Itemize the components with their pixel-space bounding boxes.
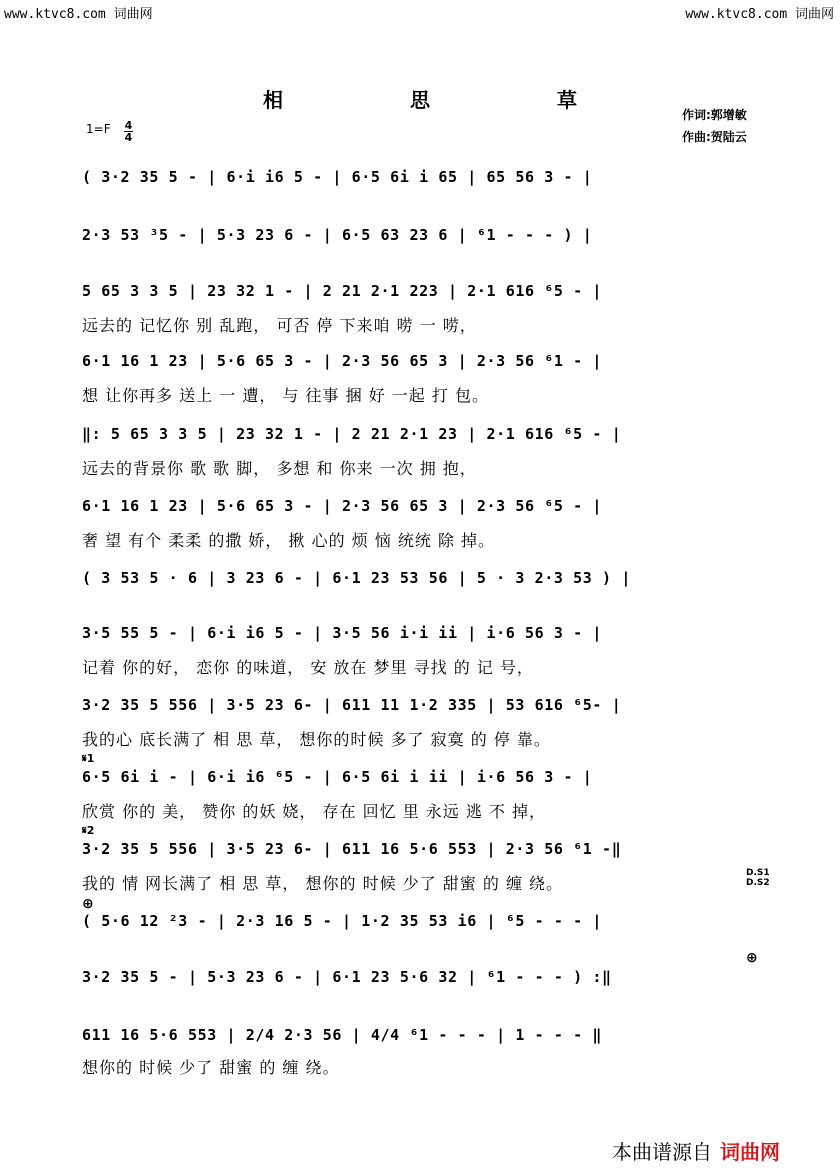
music-line-1: ( 3·2 35 5 - | 6·i i6 5 - | 6·5 6i i 65 | 65 56 3 - | [82,168,593,186]
music-line-2: 2·3 53 ³5 - | 5·3 23 6 - | 6·5 63 23 6 | ⁶1 - - - ) | [82,226,593,244]
key-signature: 1=F [86,122,111,136]
music-line-13: 3·2 35 5 - | 5·3 23 6 - | 6·1 23 5·6 32 | ⁶1 - - - ) :‖ [82,968,612,986]
lyric-line-14: 想你的 时候 少了 甜蜜 的 缠 绕。 [82,1058,340,1077]
music-line-4: 6·1 16 1 23 | 5·6 65 3 - | 2·3 56 65 3 | 2·3 56 ⁶1 - | [82,352,603,370]
music-line-14: 611 16 5·6 553 | 2/4 2·3 56 | 4/4 ⁶1 - - - | 1 - - - ‖ [82,1026,603,1044]
time-signature: 4 4 [124,119,133,144]
composer-credit: 作曲:贺陆云 [682,130,747,144]
music-line-8: 3·5 55 5 - | 6·i i6 5 - | 3·5 56 i·i ii | i·6 56 3 - | [82,624,603,642]
lyric-line-6: 奢 望 有个 柔柔 的撒 娇， 揪 心的 烦 恼 统统 除 掉。 [82,531,496,550]
music-line-6: 6·1 16 1 23 | 5·6 65 3 - | 2·3 56 65 3 | 2·3 56 ⁶5 - | [82,497,603,515]
music-line-3: 5 65 3 3 5 | 23 32 1 - | 2 21 2·1 223 | 2·1 616 ⁶5 - | [82,282,603,300]
song-title: 相 思 草 [263,88,637,112]
ds-marker: D.S1 D.S2 [746,868,770,888]
music-line-7: ( 3 53 5 · 6 | 3 23 6 - | 6·1 23 53 56 | 5 · 3 2·3 53 ) | [82,569,631,587]
footer-text: 本曲谱源自 [612,1140,712,1164]
segno-2-marker: 𝄋2 [82,824,95,837]
music-line-12: ( 5·6 12 ²3 - | 2·3 16 5 - | 1·2 35 53 i6 | ⁶5 - - - | [82,912,603,930]
lyric-line-3: 远去的 记忆你 别 乱跑， 可否 停 下来咱 唠 一 唠， [82,316,477,335]
coda-marker-end: ⊕ [746,950,758,966]
source-footer [612,1136,780,1165]
segno-1-marker: 𝄋1 [82,752,95,765]
lyric-line-5: 远去的背景你 歌 歌 脚， 多想 和 你来 一次 拥 抱， [82,459,477,478]
music-line-5: ‖: 5 65 3 3 5 | 23 32 1 - | 2 21 2·1 23 | 2·1 616 ⁶5 - | [82,425,622,443]
footer-brand-link[interactable]: 词曲网 [720,1140,780,1164]
lyricist-credit: 作词:郭增敏 [682,108,747,122]
coda-marker: ⊕ [82,896,94,912]
music-line-9: 3·2 35 5 556 | 3·5 23 6- | 611 11 1·2 335 | 53 616 ⁶5- | [82,696,622,714]
lyric-line-11: 我的 情 网长满了 相 思 草， 想你的 时候 少了 甜蜜 的 缠 绕。 [82,874,564,893]
lyric-line-10: 欣赏 你的 美， 赞你 的妖 娆， 存在 回忆 里 永远 逃 不 掉， [82,802,547,821]
lyric-line-4: 想 让你再多 送上 一 遭， 与 往事 捆 好 一起 打 包。 [82,386,489,405]
music-line-10: 6·5 6i i - | 6·i i6 ⁶5 - | 6·5 6i i ii | i·6 56 3 - | [82,768,593,786]
watermark-right: www.ktvc8.com 词曲网 [685,7,834,22]
lyric-line-9: 我的心 底长满了 相 思 草， 想你的时候 多了 寂寞 的 停 靠。 [82,730,551,749]
lyric-line-8: 记着 你的好， 恋你 的味道， 安 放在 梦里 寻找 的 记 号， [82,658,534,677]
music-line-11: 3·2 35 5 556 | 3·5 23 6- | 611 16 5·6 553 | 2·3 56 ⁶1 -‖ [82,840,622,858]
watermark-left: www.ktvc8.com 词曲网 [4,7,153,22]
